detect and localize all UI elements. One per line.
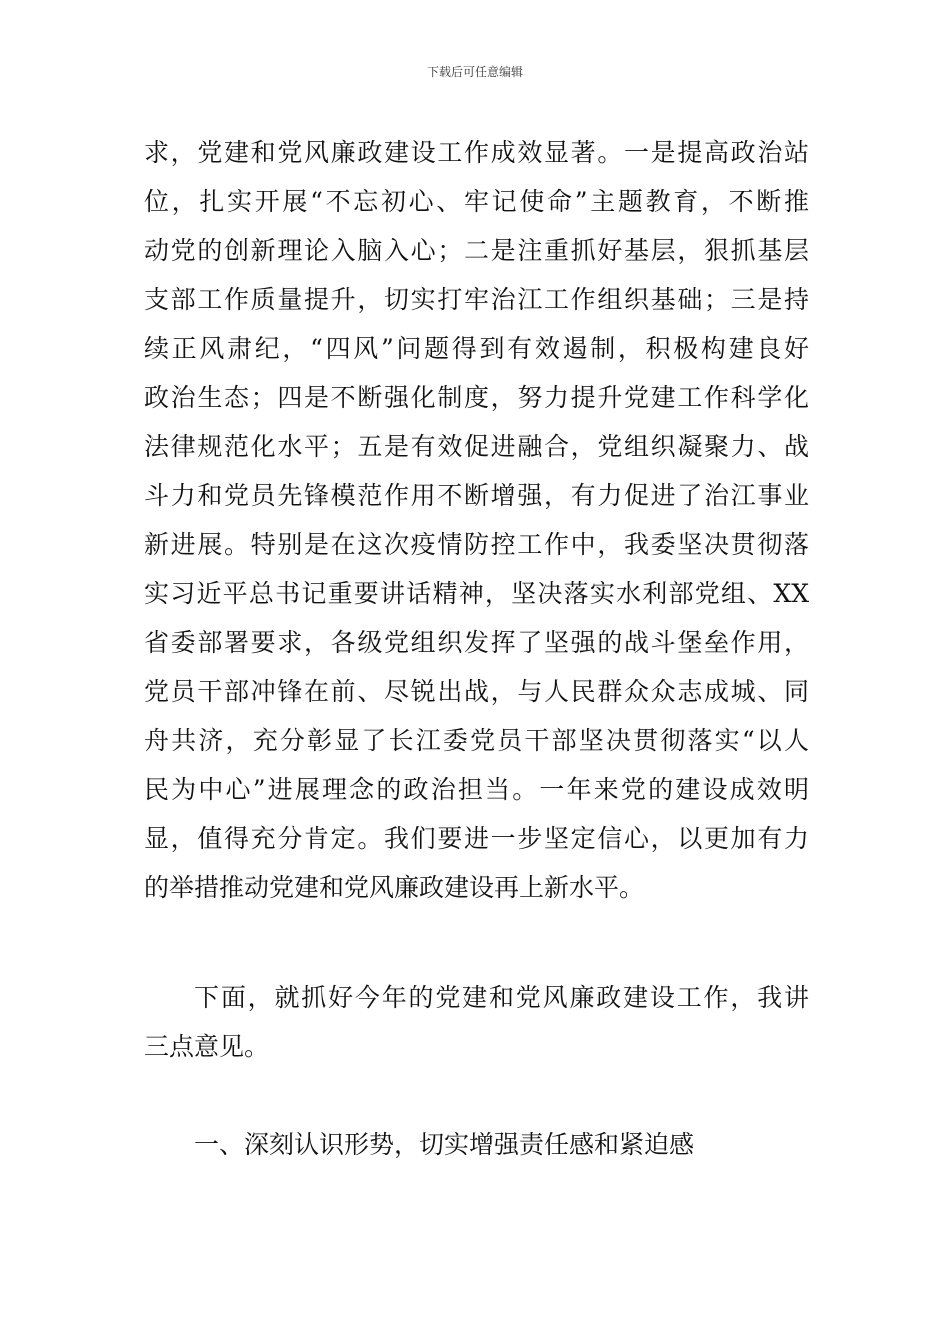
paragraph-line: 法律规范化水平；五是有效促进融合，党组织凝聚力、战 bbox=[144, 432, 809, 461]
paragraph-line: 的举措推动党建和党风廉政建设再上新水平。 bbox=[144, 873, 645, 902]
paragraph-line: 民为中心”进展理念的政治担当。一年来党的建设成效明 bbox=[144, 775, 809, 804]
paragraph-line: 舟共济，充分彰显了长江委党员干部坚决贯彻落实“以人 bbox=[144, 726, 809, 755]
paragraph-line: 实习近平总书记重要讲话精神，坚决落实水利部党组、XX bbox=[144, 579, 809, 608]
paragraph-line: 省委部署要求，各级党组织发挥了坚强的战斗堡垒作用， bbox=[144, 628, 809, 657]
paragraph-line: 支部工作质量提升，切实打牢治江工作组织基础；三是持 bbox=[144, 285, 809, 314]
paragraph-line: 求，党建和党风廉政建设工作成效显著。一是提高政治站 bbox=[144, 138, 809, 167]
paragraph-line: 续正风肃纪，“四风”问题得到有效遏制，积极构建良好 bbox=[144, 334, 809, 363]
paragraph-line: 三点意见。 bbox=[144, 1032, 270, 1061]
body-paragraph-2 bbox=[144, 973, 809, 1071]
paragraph-line: 动党的创新理论入脑入心；二是注重抓好基层，狠抓基层 bbox=[144, 236, 809, 265]
page-header: 下载后可任意编辑 bbox=[426, 65, 523, 79]
paragraph-line: 下面，就抓好今年的党建和党风廉政建设工作，我讲 bbox=[194, 983, 809, 1012]
body-paragraph-1 bbox=[144, 128, 809, 912]
paragraph-line: 位，扎实开展“不忘初心、牢记使命”主题教育，不断推 bbox=[144, 187, 809, 216]
paragraph-line: 政治生态；四是不断强化制度，努力提升党建工作科学化 bbox=[144, 383, 809, 412]
paragraph-line: 斗力和党员先锋模范作用不断增强，有力促进了治江事业 bbox=[144, 481, 809, 510]
paragraph-line: 新进展。特别是在这次疫情防控工作中，我委坚决贯彻落 bbox=[144, 530, 809, 559]
paragraph-line: 党员干部冲锋在前、尽锐出战，与人民群众众志成城、同 bbox=[144, 677, 809, 706]
paragraph-line: 显，值得充分肯定。我们要进一步坚定信心，以更加有力 bbox=[144, 824, 809, 853]
section-heading: 一、深刻认识形势，切实增强责任感和紧迫感 bbox=[194, 1130, 695, 1159]
